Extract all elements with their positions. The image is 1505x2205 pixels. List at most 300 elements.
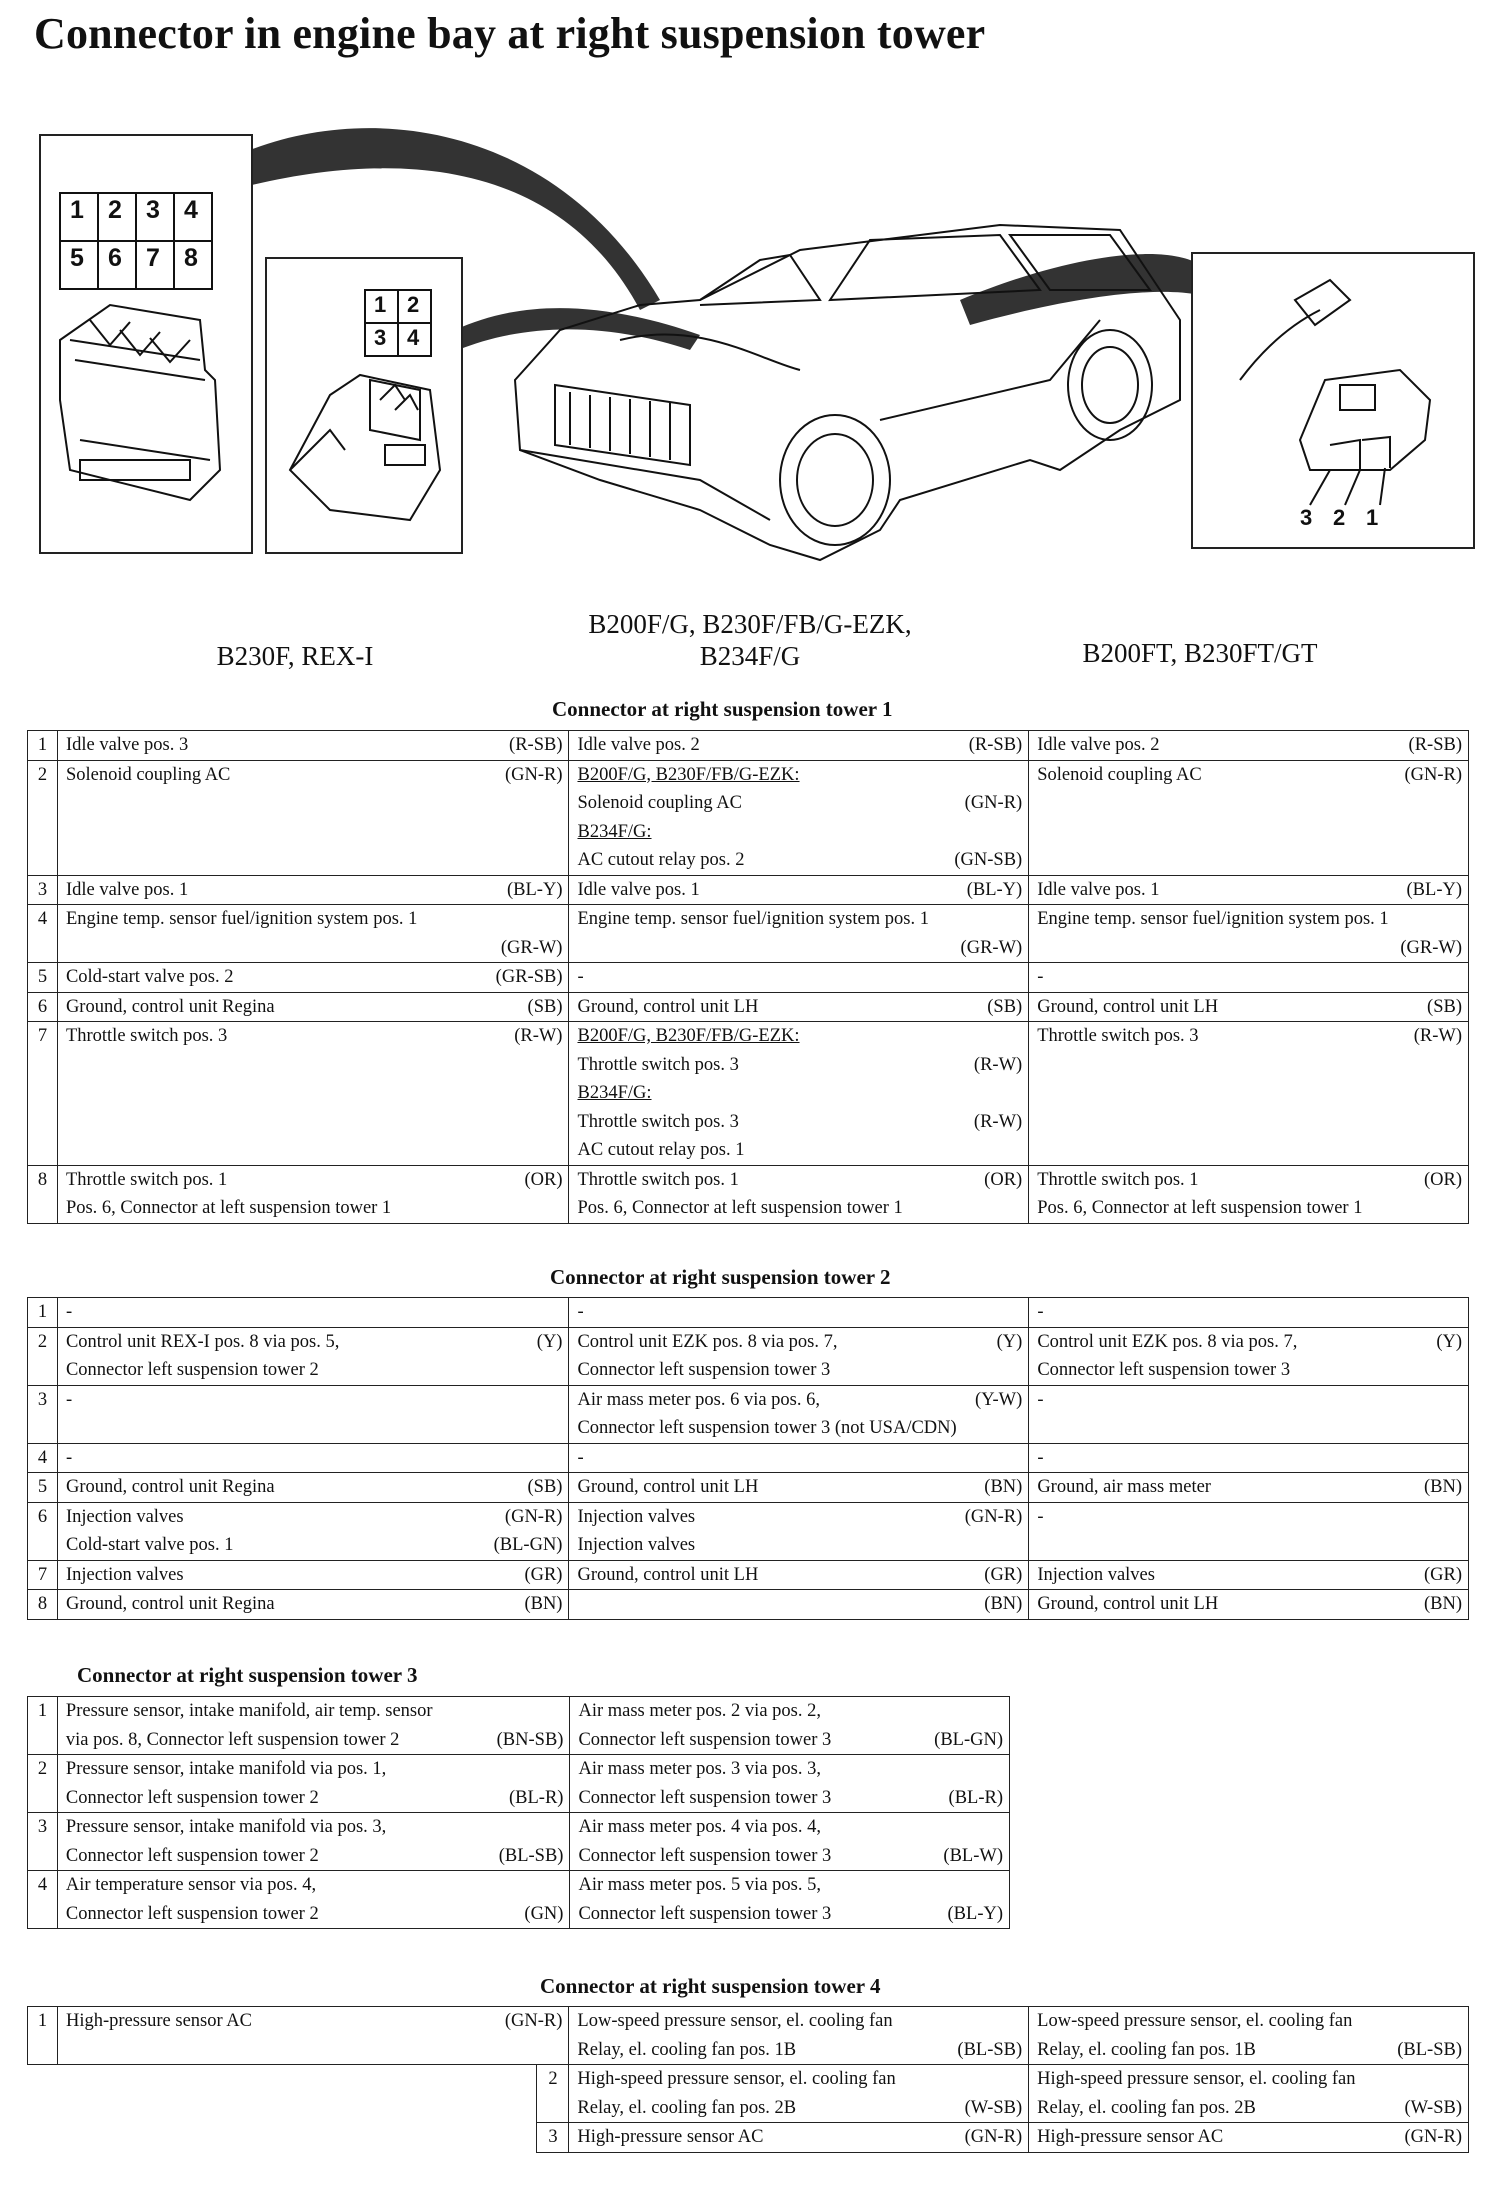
wire-color-code — [1454, 1386, 1462, 1415]
cell-line — [1037, 1590, 1462, 1619]
cell-text: Air mass meter pos. 2 via pos. 2, — [578, 1701, 821, 1721]
wire-color-code: (GR) — [984, 1564, 1023, 1585]
table-cell — [57, 875, 569, 905]
table-row — [28, 1473, 1469, 1503]
cell-line — [577, 1444, 1022, 1473]
cell-line — [578, 1726, 1003, 1755]
wire-color-code — [554, 1194, 562, 1223]
wire-color-code — [1014, 905, 1022, 934]
table-cell — [57, 1298, 569, 1328]
cell-line — [1037, 2036, 1462, 2065]
table-cell — [570, 1755, 1010, 1813]
cell-text: Pressure sensor, intake manifold via pos. 1, — [65, 1759, 387, 1779]
wire-color-code: (R-W) — [973, 1054, 1023, 1075]
cell-text: Throttle switch pos. 3 — [65, 1026, 228, 1046]
wire-color-code: (BL-GN) — [493, 1535, 563, 1555]
cell-text: Relay, el. cooling fan pos. 2B — [577, 2097, 797, 2118]
cell-line — [577, 2094, 1022, 2123]
pin-number: 4 — [28, 1871, 58, 1929]
cell-line — [577, 1166, 1022, 1195]
table-cell — [57, 1327, 569, 1385]
table-cell — [1029, 1165, 1469, 1223]
cell-line — [577, 905, 1022, 934]
cell-text: Throttle switch pos. 1 — [65, 1169, 228, 1190]
pin4-label-2: 2 — [407, 292, 420, 317]
table-cell — [1029, 1385, 1469, 1443]
wire-color-code: (GN-R) — [964, 2127, 1023, 2147]
pin-number: 3 — [28, 1813, 58, 1871]
wire-color-code: (GN-SB) — [954, 850, 1023, 870]
variant-header-3: B200FT, B230FT/GT — [1082, 638, 1318, 668]
table-cell — [569, 760, 1029, 875]
wire-color-code: (BL-SB) — [498, 1845, 564, 1866]
pin-number: 8 — [28, 1165, 58, 1223]
cell-line — [577, 2123, 1022, 2152]
cell-line — [577, 1328, 1022, 1357]
cell-line — [577, 1386, 1022, 1415]
cell-line — [1037, 2094, 1462, 2123]
table-cell — [57, 1755, 570, 1813]
cell-text: High-pressure sensor AC — [577, 2127, 764, 2147]
cell-text: AC cutout relay pos. 1 — [577, 1140, 745, 1160]
variant-header-2: B200F/G, B230F/FB/G-EZK, B234F/G — [588, 609, 912, 671]
cell-text: Solenoid coupling AC — [1037, 764, 1202, 785]
cell-text: - — [65, 1302, 73, 1322]
cell-text: B234F/G: — [577, 821, 652, 842]
cell-line — [66, 1842, 564, 1871]
cell-text: Connector left suspension tower 3 — [578, 1729, 832, 1750]
pin-number: 6 — [28, 1502, 58, 1560]
cell-line — [1037, 993, 1462, 1022]
pin-label-5: 5 — [70, 244, 84, 272]
wire-color-code — [1454, 1194, 1462, 1223]
cell-text: Injection valves — [577, 1535, 696, 1555]
wire-color-code: (R-SB) — [968, 735, 1023, 755]
wire-color-code: (R-SB) — [509, 735, 563, 755]
cell-text: Connector left suspension tower 3 — [578, 1903, 832, 1924]
table-cell — [57, 1871, 570, 1929]
cell-line — [577, 761, 1022, 790]
tower4-table — [27, 2006, 1469, 2153]
cell-line — [1037, 2123, 1462, 2152]
cell-line — [577, 1079, 1022, 1108]
wire-color-code — [555, 1697, 563, 1726]
table-row — [28, 760, 1469, 875]
cell-line — [66, 1444, 563, 1473]
cell-line — [66, 1503, 563, 1532]
cell-line — [1037, 905, 1462, 934]
table-cell — [1029, 1473, 1469, 1503]
cell-text: Solenoid coupling AC — [577, 793, 742, 813]
pin-number: 4 — [28, 1443, 58, 1473]
wire-color-code — [554, 905, 562, 934]
table-row — [28, 1165, 1469, 1223]
table-cell — [569, 963, 1029, 993]
cell-line — [577, 1561, 1022, 1590]
wire-color-code — [1454, 1356, 1462, 1385]
cell-line — [66, 2007, 562, 2036]
pin-number: 5 — [28, 963, 58, 993]
tower3-table — [27, 1696, 1010, 1929]
table-row — [28, 1502, 1469, 1560]
cell-line — [66, 993, 563, 1022]
cell-line — [577, 1503, 1022, 1532]
cell-line — [1037, 1166, 1462, 1195]
table-row — [28, 1298, 1469, 1328]
tower2-table — [27, 1297, 1469, 1620]
variant-header-1: B230F, REX-I — [216, 641, 374, 671]
wire-color-code: (W-SB) — [1404, 2097, 1462, 2118]
cell-line — [66, 1900, 564, 1929]
wire-color-code: (BL-GN) — [934, 1729, 1003, 1750]
table-cell — [569, 731, 1029, 761]
table-cell — [57, 905, 569, 963]
wire-color-code: (GN-R) — [964, 1506, 1023, 1527]
table-cell — [57, 1022, 569, 1166]
cell-text: High-speed pressure sensor, el. cooling fan — [1037, 2069, 1356, 2089]
table-cell — [57, 1385, 569, 1443]
wire-color-code — [1014, 1079, 1022, 1108]
cell-text: Idle valve pos. 2 — [1037, 735, 1160, 755]
cell-text: Solenoid coupling AC — [65, 764, 231, 785]
table-cell — [57, 1590, 569, 1620]
cell-text: Ground, control unit Regina — [65, 996, 275, 1017]
table-row — [28, 2007, 1469, 2065]
wiring-band-middle — [455, 308, 700, 350]
pin-number: 4 — [28, 905, 58, 963]
cell-text: Injection valves — [65, 1564, 184, 1585]
cell-text: Throttle switch pos. 3 — [1037, 1026, 1199, 1046]
cell-text: Connector left suspension tower 3 — [578, 1787, 832, 1808]
table-cell — [57, 1813, 570, 1871]
pin4-label-4: 4 — [407, 325, 420, 350]
cell-text: Ground, control unit LH — [1037, 996, 1219, 1017]
cell-text: AC cutout relay pos. 2 — [577, 850, 745, 870]
table-row — [28, 1813, 1010, 1871]
pin-number: 5 — [28, 1473, 58, 1503]
wire-color-code — [995, 1871, 1003, 1900]
pin-label-2: 2 — [108, 196, 122, 224]
cell-line — [66, 1194, 563, 1223]
cell-text: Connector left suspension tower 3 — [578, 1845, 832, 1866]
wire-color-code: (GR-W) — [1400, 937, 1462, 958]
cell-text: Connector left suspension tower 2 — [65, 1360, 319, 1380]
wire-color-code: (GN-R) — [964, 793, 1023, 813]
table-cell — [1029, 1443, 1469, 1473]
pin-label-8: 8 — [184, 244, 198, 272]
cell-line — [578, 1871, 1003, 1900]
cell-text: - — [1037, 1302, 1044, 1322]
cell-text: Ground, control unit LH — [577, 1477, 759, 1497]
cell-text: via pos. 8, Connector left suspension tower 2 — [65, 1729, 400, 1750]
pin-number: 1 — [28, 731, 58, 761]
cell-text: Connector left suspension tower 2 — [65, 1903, 319, 1924]
wire-color-code — [1014, 1298, 1022, 1327]
tower1-table — [27, 730, 1469, 1224]
table-cell — [569, 1385, 1029, 1443]
cell-line — [1037, 1022, 1462, 1051]
wire-color-code: (SB) — [1427, 996, 1462, 1017]
cell-line — [66, 1871, 564, 1900]
pin-number: 7 — [28, 1560, 58, 1590]
wire-color-code — [554, 1386, 562, 1415]
wire-color-code — [555, 1813, 563, 1842]
cell-text: Relay, el. cooling fan pos. 2B — [1037, 2097, 1256, 2118]
pin3-label-1: 1 — [1366, 505, 1379, 530]
wire-color-code: (BN) — [524, 1594, 563, 1614]
cell-text: Ground, control unit LH — [577, 996, 759, 1017]
cell-text: Engine temp. sensor fuel/ignition system pos. 1 — [1037, 909, 1389, 929]
wire-color-code: (BL-Y) — [947, 1903, 1003, 1924]
cell-text: B234F/G: — [577, 1083, 652, 1103]
cell-text: Injection valves — [1037, 1564, 1155, 1585]
cell-line — [577, 846, 1022, 875]
table-cell — [1029, 2123, 1469, 2153]
wire-color-code: (GR-SB) — [495, 967, 563, 987]
cell-line — [577, 1136, 1022, 1165]
wire-color-code: (R-SB) — [1408, 735, 1462, 755]
table-cell — [569, 1473, 1029, 1503]
table-cell — [57, 963, 569, 993]
cell-line — [577, 818, 1022, 847]
cell-line — [1037, 1503, 1462, 1532]
table-cell — [1029, 1298, 1469, 1328]
table-cell — [1029, 1560, 1469, 1590]
cell-text: Engine temp. sensor fuel/ignition system pos. 1 — [65, 909, 418, 929]
pin-label-6: 6 — [108, 244, 122, 272]
cell-line — [577, 1473, 1022, 1502]
cell-line — [577, 1298, 1022, 1327]
table-cell — [569, 992, 1029, 1022]
table-cell — [1029, 760, 1469, 875]
pin-number: 3 — [537, 2123, 569, 2153]
pin-number: 2 — [28, 1755, 58, 1813]
cell-line — [577, 1356, 1022, 1385]
wire-color-code — [1454, 963, 1462, 992]
table-cell — [569, 1443, 1029, 1473]
cell-text: Relay, el. cooling fan pos. 1B — [577, 2039, 797, 2060]
wire-color-code — [1014, 2007, 1022, 2036]
connector3-panel — [1192, 253, 1474, 548]
table-row — [28, 1327, 1469, 1385]
cell-line — [577, 963, 1022, 992]
wire-color-code: (GR) — [524, 1564, 563, 1585]
table-cell — [57, 731, 569, 761]
table-cell — [1029, 875, 1469, 905]
table-cell — [570, 1871, 1010, 1929]
cell-text: Air mass meter pos. 5 via pos. 5, — [578, 1875, 821, 1895]
table-cell — [569, 1165, 1029, 1223]
cell-text: Ground, control unit LH — [577, 1564, 759, 1585]
cell-line — [578, 1813, 1003, 1842]
wire-color-code — [554, 1444, 562, 1473]
cell-text: Connector left suspension tower 3 (not USA/CDN) — [577, 1418, 957, 1438]
wire-color-code: (R-W) — [973, 1111, 1023, 1132]
wire-color-code — [1014, 1444, 1022, 1473]
table-cell — [1029, 992, 1469, 1022]
wire-color-code — [1454, 2065, 1462, 2094]
wire-color-code: (GR-W) — [500, 937, 563, 958]
wire-color-code: (GR) — [1423, 1564, 1462, 1585]
wire-color-code — [1014, 1022, 1022, 1051]
cell-line — [66, 1356, 563, 1385]
cell-line — [66, 905, 563, 934]
cell-line — [1037, 731, 1462, 760]
cell-line — [577, 731, 1022, 760]
wire-color-code — [1014, 1194, 1022, 1223]
cell-line — [1037, 1356, 1462, 1385]
cell-line — [66, 1298, 563, 1327]
empty-cell — [28, 2065, 58, 2123]
cell-text: Pos. 6, Connector at left suspension tower 1 — [1037, 1198, 1363, 1218]
wire-color-code — [554, 1356, 562, 1385]
cell-line — [577, 876, 1022, 905]
cell-line — [578, 1784, 1003, 1813]
table-cell — [1029, 1590, 1469, 1620]
table-row — [28, 1385, 1469, 1443]
cell-line — [1037, 1298, 1462, 1327]
cell-line — [66, 1531, 563, 1560]
pin-number: 3 — [28, 1385, 58, 1443]
cell-text: Low-speed pressure sensor, el. cooling fan — [1037, 2011, 1353, 2031]
table-row — [28, 992, 1469, 1022]
pin-number: 3 — [28, 875, 58, 905]
table-row — [28, 905, 1469, 963]
cell-line — [1037, 761, 1462, 790]
cell-text: Connector left suspension tower 3 — [577, 1360, 831, 1380]
table-row — [28, 2123, 1469, 2153]
cell-line — [66, 1726, 564, 1755]
pin-number: 6 — [28, 992, 58, 1022]
table-cell — [569, 2007, 1029, 2065]
wire-color-code — [554, 1298, 562, 1327]
cell-line — [1037, 1473, 1462, 1502]
wire-color-code: (Y) — [996, 1331, 1023, 1352]
table-cell — [57, 2007, 568, 2065]
table-cell — [569, 2123, 1029, 2153]
wire-color-code: (BL-SB) — [957, 2039, 1023, 2060]
wire-color-code — [1454, 2007, 1462, 2036]
wire-color-code: (OR) — [524, 1169, 563, 1190]
cell-line — [66, 934, 563, 963]
table-cell — [1029, 731, 1469, 761]
table-cell — [570, 1813, 1010, 1871]
cell-text: Air mass meter pos. 4 via pos. 4, — [578, 1817, 821, 1837]
cell-text: High-speed pressure sensor, el. cooling fan — [577, 2069, 896, 2089]
table-cell — [1029, 2007, 1469, 2065]
wire-color-code — [1454, 1298, 1462, 1327]
cell-text: Pos. 6, Connector at left suspension tower 1 — [577, 1198, 903, 1218]
cell-text: Ground, control unit Regina — [65, 1594, 275, 1614]
cell-text: Ground, control unit Regina — [65, 1477, 275, 1497]
cell-line — [66, 1473, 563, 1502]
cell-text: - — [1037, 1447, 1044, 1468]
wire-color-code: (OR) — [1423, 1169, 1462, 1190]
wire-color-code: (GR-W) — [960, 937, 1023, 958]
connector-illustration — [0, 0, 1505, 600]
cell-line — [1037, 2007, 1462, 2036]
wire-color-code — [1014, 1531, 1022, 1560]
wire-color-code: (GN-R) — [504, 1506, 563, 1527]
table-row — [28, 2065, 1469, 2123]
cell-line — [66, 1022, 563, 1051]
wire-color-code — [995, 1697, 1003, 1726]
cell-text: Injection valves — [577, 1506, 696, 1527]
cell-text: Connector left suspension tower 2 — [65, 1787, 319, 1808]
table-cell — [569, 1590, 1029, 1620]
table-row — [28, 1590, 1469, 1620]
cell-text: - — [577, 967, 584, 987]
pin-number: 8 — [28, 1590, 58, 1620]
cell-text: - — [1037, 967, 1044, 987]
cell-text: B200F/G, B230F/FB/G-EZK: — [577, 764, 800, 785]
pin-number: 1 — [28, 1697, 58, 1755]
cell-text: Air temperature sensor via pos. 4, — [65, 1875, 317, 1895]
table-cell — [570, 1697, 1010, 1755]
cell-line — [66, 1166, 563, 1195]
wire-color-code: (BL-Y) — [966, 879, 1023, 900]
cell-line — [66, 1328, 563, 1357]
cell-text: - — [577, 1302, 584, 1322]
cell-text: Engine temp. sensor fuel/ignition system pos. 1 — [577, 909, 929, 929]
cell-line — [66, 1697, 564, 1726]
table-row — [28, 1755, 1010, 1813]
cell-line — [66, 1590, 563, 1619]
cell-line — [577, 2065, 1022, 2094]
wire-color-code: (Y) — [1436, 1331, 1462, 1352]
table-cell — [57, 1697, 570, 1755]
cell-line — [578, 1755, 1003, 1784]
table-cell — [569, 2065, 1029, 2123]
wire-color-code: (BN) — [1423, 1477, 1462, 1497]
wire-color-code: (BL-SB) — [1397, 2039, 1462, 2060]
table-cell — [569, 1298, 1029, 1328]
wire-color-code — [555, 1871, 563, 1900]
table-cell — [57, 760, 569, 875]
wire-color-code: (BL-R) — [508, 1787, 564, 1808]
wire-color-code — [1014, 1136, 1022, 1165]
cell-text: Injection valves — [65, 1506, 184, 1527]
table-cell — [57, 1165, 569, 1223]
page-title: Connector in engine bay at right suspension tower — [34, 9, 986, 58]
table-cell — [1029, 1502, 1469, 1560]
wire-color-code: (R-W) — [514, 1026, 563, 1046]
cell-text: Idle valve pos. 3 — [65, 735, 189, 755]
wire-color-code: (OR) — [984, 1169, 1023, 1190]
cell-text: Pos. 6, Connector at left suspension tower 1 — [65, 1198, 392, 1218]
cell-line — [577, 2036, 1022, 2065]
wire-color-code: (Y-W) — [975, 1389, 1023, 1410]
cell-line — [577, 1531, 1022, 1560]
cell-line — [578, 1900, 1003, 1929]
table-row — [28, 1697, 1010, 1755]
wire-color-code: (BN) — [1423, 1594, 1462, 1614]
wire-color-code: (BL-Y) — [507, 879, 563, 900]
cell-text: Control unit REX-I pos. 8 via pos. 5, — [65, 1331, 340, 1352]
pin-number: 2 — [28, 1327, 58, 1385]
pin-number: 7 — [28, 1022, 58, 1166]
wire-color-code — [1014, 963, 1022, 992]
table-cell — [1029, 905, 1469, 963]
wire-color-code: (BN-SB) — [496, 1729, 564, 1750]
cell-line — [1037, 963, 1462, 992]
wire-color-code: (W-SB) — [964, 2097, 1023, 2118]
pin-number: 1 — [28, 1298, 58, 1328]
cell-line — [1037, 2065, 1462, 2094]
cell-line — [578, 1697, 1003, 1726]
wire-color-code: (GN-R) — [1404, 764, 1462, 785]
wire-color-code — [1014, 818, 1022, 847]
